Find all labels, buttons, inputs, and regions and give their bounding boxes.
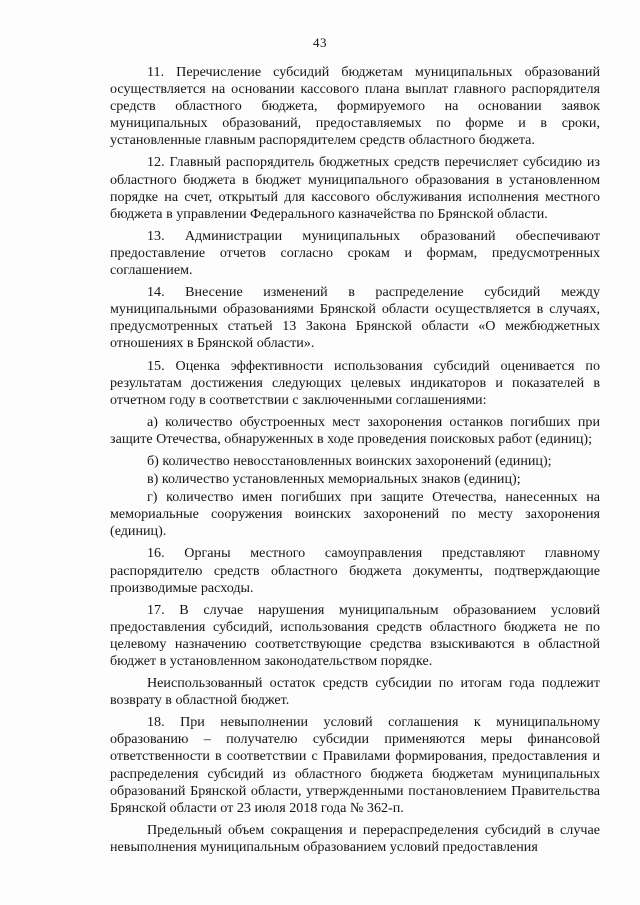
paragraph-17: 17. В случае нарушения муниципальным образованием условий предоставления субсидий, использования средств областного бюджета не по целевому назначению соответствующие средства взыскиваются в областной бюджет в установленном законодательством порядке. xyxy=(110,601,600,669)
document-body xyxy=(110,64,600,861)
paragraph-11: 11. Перечисление субсидий бюджетам муниципальных образований осуществляется на основании кассового плана выплат главного распорядителя средств областного бюджета, формируемого на основании заявок муниципальных образований, предоставляемых по форме и в сроки, установленные главным распорядителем средств областного бюджета. xyxy=(110,64,600,149)
paragraph-13: 13. Администрации муниципальных образований обеспечивают предоставление отчетов согласно срокам и формам, предусмотренных соглашением. xyxy=(110,227,600,279)
list-item-b: б) количество невосстановленных воинских захоронений (единиц); xyxy=(147,452,552,469)
list-item-v: в) количество установленных мемориальных знаков (единиц); xyxy=(147,471,521,488)
paragraph-17-remainder: Неиспользованный остаток средств субсидии по итогам года подлежит возврату в областной бюджет. xyxy=(110,675,600,709)
paragraph-18-limit: Предельный объем сокращения и перераспределения субсидий в случае невыполнения муниципальным образованием условий предоставления xyxy=(110,821,600,855)
paragraph-14: 14. Внесение изменений в распределение субсидий между муниципальными образованиями Брянской области осуществляется в случаях, предусмотренных статьей 13 Закона Брянской области «О межбюджетных отношениях в Брянской области». xyxy=(110,284,600,352)
paragraph-18: 18. При невыполнении условий соглашения к муниципальному образованию – получателю субсидии применяются меры финансовой ответственности в соответствии с Правилами формирования, предоставления и распределения субсидий из областного бюджета бюджетам муниципальных образований Брянской области, утвержденными постановлением Правительства Брянской области от 23 июля 2018 года № 362-п. xyxy=(110,714,600,816)
page-number: 43 xyxy=(313,35,327,50)
list-item-a: а) количество обустроенных мест захоронения останков погибших при защите Отечества, обнаруженных в ходе проведения поисковых работ (единиц); xyxy=(110,413,600,447)
paragraph-12: 12. Главный распорядитель бюджетных средств перечисляет субсидию из областного бюджета в бюджет муниципального образования в установленном порядке на счет, открытый для кассового обслуживания исполнения местного бюджета в управлении Федерального казначейства по Брянской области. xyxy=(110,154,600,222)
list-item-g: г) количество имен погибших при защите Отечества, нанесенных на мемориальные сооружения воинских захоронений по месту захоронения (единиц). xyxy=(110,489,600,540)
paragraph-16: 16. Органы местного самоуправления представляют главному распорядителю средств областного бюджета документы, подтверждающие производимые расходы. xyxy=(110,545,600,596)
paragraph-15: 15. Оценка эффективности использования субсидий оценивается по результатам достижения следующих целевых индикаторов и показателей в отчетном году в соответствии с заключенными соглашениями: xyxy=(110,357,600,408)
